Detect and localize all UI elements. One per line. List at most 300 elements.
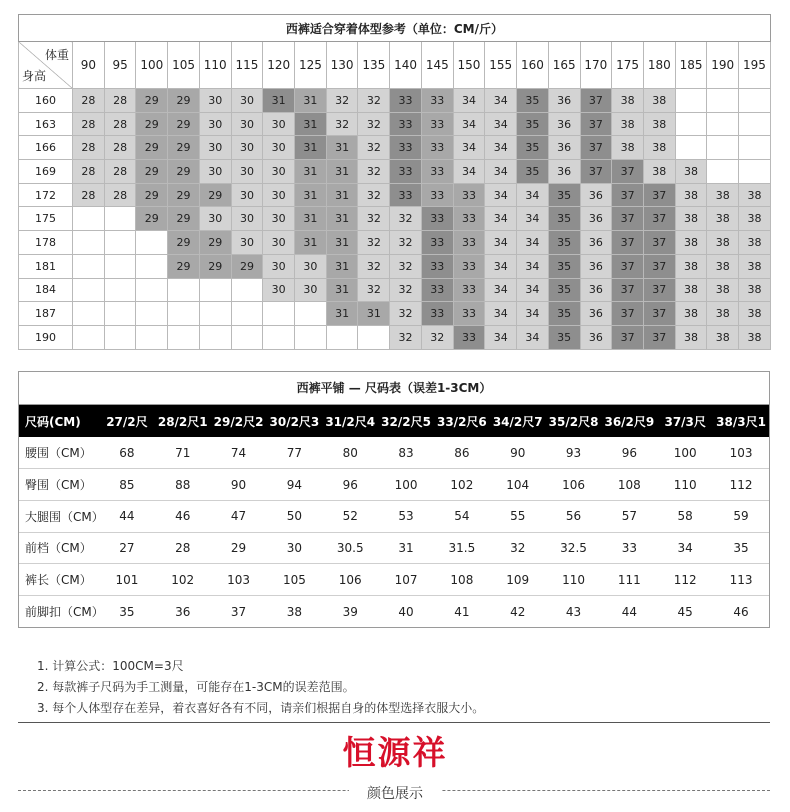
measurement-value: 107 [378, 564, 434, 596]
measurement-value: 88 [155, 469, 211, 501]
size-cell [739, 136, 771, 160]
size-cell: 30 [199, 160, 231, 184]
measurement-value: 102 [155, 564, 211, 596]
size-cell: 30 [263, 112, 295, 136]
table-row [19, 469, 769, 501]
size-cell: 30 [231, 112, 263, 136]
size-cell: 34 [485, 160, 517, 184]
measurement-value: 39 [342, 604, 358, 619]
measurement-value: 111 [601, 564, 657, 596]
measurement-value: 110 [546, 564, 602, 596]
size-cell: 34 [453, 89, 485, 113]
size-cell: 34 [485, 278, 517, 302]
size-cell: 36 [548, 160, 580, 184]
size-cell: 32 [358, 231, 390, 255]
size-cell: 34 [485, 325, 517, 349]
measurement-value: 44 [99, 500, 155, 532]
size-cell: 30 [199, 207, 231, 231]
size-cell [104, 207, 136, 231]
size-cell: 32 [358, 112, 390, 136]
size-cell [136, 278, 168, 302]
weight-header-cell: 90 [73, 42, 105, 89]
size-cell: 33 [453, 254, 485, 278]
measurement-value: 103 [713, 437, 769, 469]
measurement-value: 90 [490, 437, 546, 469]
size-cell [739, 160, 771, 184]
size-cell: 35 [548, 254, 580, 278]
measurement-value: 41 [454, 604, 470, 619]
measurement-value: 96 [322, 469, 378, 501]
measurement-value: 94 [266, 469, 322, 501]
size-cell: 34 [485, 254, 517, 278]
size-cell: 38 [675, 254, 707, 278]
size-cell [104, 254, 136, 278]
size-cell: 33 [453, 325, 485, 349]
size-cell: 29 [168, 160, 200, 184]
weight-header-cell: 135 [358, 42, 390, 89]
size-cell: 32 [358, 136, 390, 160]
measurement-value: 106 [546, 469, 602, 501]
height-cell: 181 [19, 254, 73, 278]
size-cell: 37 [612, 231, 644, 255]
size-cell: 36 [548, 112, 580, 136]
size-cell [739, 89, 771, 113]
weight-header-cell: 190 [707, 42, 739, 89]
size-cell: 34 [517, 278, 549, 302]
size-cell: 36 [580, 183, 612, 207]
size-cell: 37 [643, 207, 675, 231]
size-cell: 33 [453, 278, 485, 302]
size-cell: 32 [358, 183, 390, 207]
size-cell: 35 [548, 278, 580, 302]
size-cell [263, 325, 295, 349]
size-cell: 34 [517, 183, 549, 207]
size-cell: 28 [73, 112, 105, 136]
size-cell: 38 [707, 254, 739, 278]
size-cell: 30 [199, 112, 231, 136]
measurement-value: 100 [378, 469, 434, 501]
size-cell: 36 [580, 254, 612, 278]
table-row [19, 136, 771, 160]
size-cell: 30 [231, 136, 263, 160]
size-cell: 29 [199, 183, 231, 207]
height-cell: 163 [19, 112, 73, 136]
size-cell [199, 278, 231, 302]
size-cell: 28 [104, 160, 136, 184]
size-cell: 30 [231, 183, 263, 207]
weight-header-cell: 165 [548, 42, 580, 89]
size-cell: 37 [612, 160, 644, 184]
measurement-value: 71 [155, 437, 211, 469]
size-cell: 32 [421, 325, 453, 349]
size-cell [707, 112, 739, 136]
weight-header-cell: 105 [168, 42, 200, 89]
size-cell: 37 [643, 183, 675, 207]
size-cell: 33 [421, 183, 453, 207]
size-cell: 33 [453, 302, 485, 326]
section-divider [18, 722, 770, 723]
size-header-cell: 35/2尺8 [546, 405, 602, 437]
size-chart-table [19, 405, 769, 627]
size-cell: 29 [168, 207, 200, 231]
height-cell: 184 [19, 278, 73, 302]
size-cell: 32 [358, 278, 390, 302]
size-cell: 31 [295, 89, 327, 113]
measurement-value: 109 [490, 564, 546, 596]
size-cell: 35 [548, 183, 580, 207]
size-cell: 37 [643, 278, 675, 302]
measurement-value: 35 [119, 604, 135, 619]
size-cell [136, 325, 168, 349]
size-cell [707, 89, 739, 113]
size-cell: 29 [136, 136, 168, 160]
measurement-value: 35 [713, 532, 769, 564]
weight-header-cell: 150 [453, 42, 485, 89]
size-header-label: 尺码(CM) [19, 405, 99, 437]
size-cell: 37 [643, 231, 675, 255]
size-cell: 35 [548, 207, 580, 231]
size-cell: 38 [739, 254, 771, 278]
size-cell: 33 [421, 136, 453, 160]
measurement-value: 44 [621, 604, 637, 619]
size-cell: 34 [517, 207, 549, 231]
size-cell: 29 [199, 231, 231, 255]
measurement-value: 38 [286, 604, 303, 619]
height-cell: 187 [19, 302, 73, 326]
size-cell: 28 [73, 160, 105, 184]
size-cell: 29 [168, 231, 200, 255]
size-cell [358, 325, 390, 349]
table-row [19, 325, 771, 349]
size-cell: 31 [326, 207, 358, 231]
size-cell: 31 [358, 302, 390, 326]
size-cell: 31 [326, 278, 358, 302]
table-row [19, 254, 771, 278]
size-cell: 36 [580, 207, 612, 231]
size-cell: 38 [612, 89, 644, 113]
size-cell: 30 [231, 207, 263, 231]
size-cell: 38 [612, 136, 644, 160]
brand-name: 恒源祥 [342, 733, 448, 772]
measurement-value: 52 [322, 500, 378, 532]
weight-header-cell: 95 [104, 42, 136, 89]
size-cell [73, 231, 105, 255]
measurement-value: 105 [266, 564, 322, 596]
size-header-cell: 31/2尺4 [322, 405, 378, 437]
weight-axis-label: 体重 [44, 48, 69, 62]
measurement-label: 前脚扣（CM） [25, 605, 104, 620]
measurement-value: 57 [601, 500, 657, 532]
size-cell: 29 [231, 254, 263, 278]
measurement-value: 30 [266, 532, 322, 564]
size-cell [263, 302, 295, 326]
size-cell: 38 [675, 160, 707, 184]
weight-height-corner-cell [19, 42, 73, 89]
size-cell: 28 [73, 136, 105, 160]
size-cell: 38 [612, 112, 644, 136]
size-cell [136, 302, 168, 326]
measurement-value: 33 [601, 532, 657, 564]
size-cell: 34 [453, 160, 485, 184]
size-cell [168, 278, 200, 302]
size-cell: 29 [168, 89, 200, 113]
measurement-value: 74 [211, 437, 267, 469]
size-cell: 33 [390, 89, 422, 113]
size-cell: 35 [548, 302, 580, 326]
size-cell: 31 [295, 112, 327, 136]
weight-header-cell: 125 [295, 42, 327, 89]
size-cell: 33 [421, 160, 453, 184]
measurement-value: 112 [713, 469, 769, 501]
size-cell: 28 [104, 183, 136, 207]
size-cell: 32 [358, 207, 390, 231]
size-cell [739, 112, 771, 136]
size-cell: 33 [453, 207, 485, 231]
size-cell: 32 [390, 254, 422, 278]
measurement-value: 113 [713, 564, 769, 596]
size-cell: 33 [453, 231, 485, 255]
size-cell: 37 [643, 302, 675, 326]
measurement-value: 43 [565, 604, 582, 619]
table-row [19, 231, 771, 255]
size-cell [73, 325, 105, 349]
table-row [19, 564, 769, 596]
size-cell: 37 [580, 89, 612, 113]
measurement-value: 37 [230, 604, 247, 619]
size-cell: 38 [675, 207, 707, 231]
size-cell: 38 [707, 183, 739, 207]
size-cell: 38 [707, 325, 739, 349]
size-cell: 38 [739, 325, 771, 349]
weight-header-cell: 170 [580, 42, 612, 89]
size-cell: 33 [421, 302, 453, 326]
size-cell: 37 [612, 183, 644, 207]
size-cell: 37 [643, 254, 675, 278]
size-cell: 37 [580, 136, 612, 160]
measurement-value: 32 [490, 532, 546, 564]
size-cell: 37 [612, 207, 644, 231]
size-cell: 37 [580, 112, 612, 136]
measurement-value: 101 [99, 564, 155, 596]
measurement-value: 104 [490, 469, 546, 501]
weight-header-cell: 155 [485, 42, 517, 89]
size-cell: 33 [421, 112, 453, 136]
measurement-value: 102 [434, 469, 490, 501]
weight-header-cell: 195 [739, 42, 771, 89]
table-row [19, 183, 771, 207]
size-cell: 38 [739, 278, 771, 302]
size-cell: 38 [643, 112, 675, 136]
size-cell: 30 [231, 89, 263, 113]
size-cell: 34 [485, 207, 517, 231]
size-header-cell: 38/3尺1 [713, 405, 769, 437]
size-cell: 33 [390, 183, 422, 207]
size-cell: 38 [643, 89, 675, 113]
measurement-value: 103 [211, 564, 267, 596]
size-cell: 38 [707, 231, 739, 255]
size-cell: 30 [199, 89, 231, 113]
size-cell: 37 [612, 325, 644, 349]
size-chart-title: 西裤平铺 — 尺码表（误差1-3CM） [19, 372, 769, 405]
size-cell: 32 [390, 231, 422, 255]
measurement-value: 55 [490, 500, 546, 532]
size-cell [73, 207, 105, 231]
measurement-label: 臀围（CM） [19, 469, 99, 501]
weight-header-cell: 160 [517, 42, 549, 89]
size-cell: 34 [485, 112, 517, 136]
size-cell: 30 [263, 160, 295, 184]
measurement-value: 32.5 [546, 532, 602, 564]
size-cell: 32 [358, 160, 390, 184]
size-cell: 32 [390, 302, 422, 326]
size-cell: 34 [453, 136, 485, 160]
table-row [19, 437, 769, 469]
size-cell: 38 [707, 278, 739, 302]
measurement-value: 27 [99, 532, 155, 564]
size-chart [18, 371, 770, 628]
measurement-value: 42 [510, 604, 526, 619]
measurement-value: 85 [99, 469, 155, 501]
size-cell: 38 [707, 302, 739, 326]
size-cell: 34 [453, 112, 485, 136]
size-cell: 33 [421, 278, 453, 302]
size-header-cell: 37/3尺 [657, 405, 713, 437]
body-type-table-title: 西裤适合穿着体型参考（单位：CM/斤） [19, 15, 771, 42]
size-cell: 32 [390, 325, 422, 349]
table-row [19, 160, 771, 184]
measurement-label: 大腿围（CM） [19, 500, 99, 532]
measurement-label: 腰围（CM） [19, 437, 99, 469]
weight-header-cell: 110 [199, 42, 231, 89]
size-cell: 38 [739, 207, 771, 231]
table-row [19, 278, 771, 302]
measurement-value: 96 [601, 437, 657, 469]
measurement-label: 前档（CM） [19, 532, 99, 564]
measurement-value: 29 [211, 532, 267, 564]
size-cell: 32 [326, 89, 358, 113]
measurement-value: 46 [733, 604, 749, 619]
size-cell: 33 [390, 112, 422, 136]
weight-header-cell: 180 [643, 42, 675, 89]
height-cell: 175 [19, 207, 73, 231]
measurement-value: 31.5 [434, 532, 490, 564]
size-cell: 32 [390, 278, 422, 302]
size-cell [136, 231, 168, 255]
size-cell: 35 [517, 112, 549, 136]
size-cell: 31 [326, 302, 358, 326]
size-cell: 29 [136, 160, 168, 184]
measurement-value: 40 [398, 604, 414, 619]
size-cell: 31 [326, 231, 358, 255]
size-cell: 28 [104, 89, 136, 113]
size-cell [231, 302, 263, 326]
measurement-value: 28 [155, 532, 211, 564]
size-cell: 37 [612, 302, 644, 326]
size-cell: 36 [580, 325, 612, 349]
measurement-value: 46 [155, 500, 211, 532]
measurement-value: 93 [546, 437, 602, 469]
size-cell [231, 325, 263, 349]
size-cell [104, 325, 136, 349]
size-cell: 38 [739, 231, 771, 255]
size-cell [295, 325, 327, 349]
size-cell: 30 [263, 254, 295, 278]
table-row [19, 302, 771, 326]
size-cell: 30 [231, 160, 263, 184]
size-header-cell: 27/2尺 [99, 405, 155, 437]
size-cell [295, 302, 327, 326]
size-cell: 34 [517, 254, 549, 278]
table-row [19, 532, 769, 564]
size-cell: 29 [168, 136, 200, 160]
size-cell: 35 [517, 89, 549, 113]
measurement-value: 83 [378, 437, 434, 469]
weight-header-cell: 145 [421, 42, 453, 89]
size-cell: 38 [675, 183, 707, 207]
body-type-reference-table [18, 14, 771, 350]
size-cell: 31 [295, 136, 327, 160]
size-cell [199, 325, 231, 349]
size-cell [326, 325, 358, 349]
size-cell: 33 [390, 160, 422, 184]
size-cell: 38 [739, 302, 771, 326]
size-cell: 37 [643, 325, 675, 349]
size-cell: 34 [517, 302, 549, 326]
table-row [19, 207, 771, 231]
table-row [19, 595, 769, 627]
size-cell: 30 [199, 136, 231, 160]
measurement-value: 68 [99, 437, 155, 469]
size-cell: 33 [390, 136, 422, 160]
size-cell: 38 [675, 325, 707, 349]
size-cell: 37 [612, 278, 644, 302]
size-cell: 31 [295, 207, 327, 231]
weight-header-cell: 120 [263, 42, 295, 89]
measurement-value: 30.5 [322, 532, 378, 564]
weight-header-cell: 175 [612, 42, 644, 89]
measurement-label: 裤长（CM） [19, 564, 99, 596]
measurement-value: 100 [657, 437, 713, 469]
size-cell: 36 [548, 89, 580, 113]
measurement-value: 90 [211, 469, 267, 501]
size-cell: 29 [168, 254, 200, 278]
height-cell: 166 [19, 136, 73, 160]
size-cell: 31 [326, 136, 358, 160]
size-cell: 31 [326, 183, 358, 207]
size-header-cell: 29/2尺2 [211, 405, 267, 437]
size-cell: 29 [168, 112, 200, 136]
size-cell: 29 [136, 183, 168, 207]
size-cell: 28 [104, 136, 136, 160]
size-cell: 32 [326, 112, 358, 136]
size-cell [104, 231, 136, 255]
size-cell [136, 254, 168, 278]
size-cell [675, 89, 707, 113]
size-cell: 34 [517, 231, 549, 255]
size-cell: 30 [263, 278, 295, 302]
size-cell: 34 [485, 231, 517, 255]
size-cell: 32 [358, 254, 390, 278]
size-cell: 30 [263, 136, 295, 160]
weight-header-cell: 185 [675, 42, 707, 89]
note-item: 2. 每款裤子尺码为手工测量，可能存在1-3CM的误差范围。 [37, 680, 355, 694]
size-cell: 34 [485, 136, 517, 160]
size-cell: 36 [580, 231, 612, 255]
measurement-value: 56 [546, 500, 602, 532]
size-cell: 33 [421, 89, 453, 113]
height-cell: 178 [19, 231, 73, 255]
size-cell: 33 [453, 183, 485, 207]
